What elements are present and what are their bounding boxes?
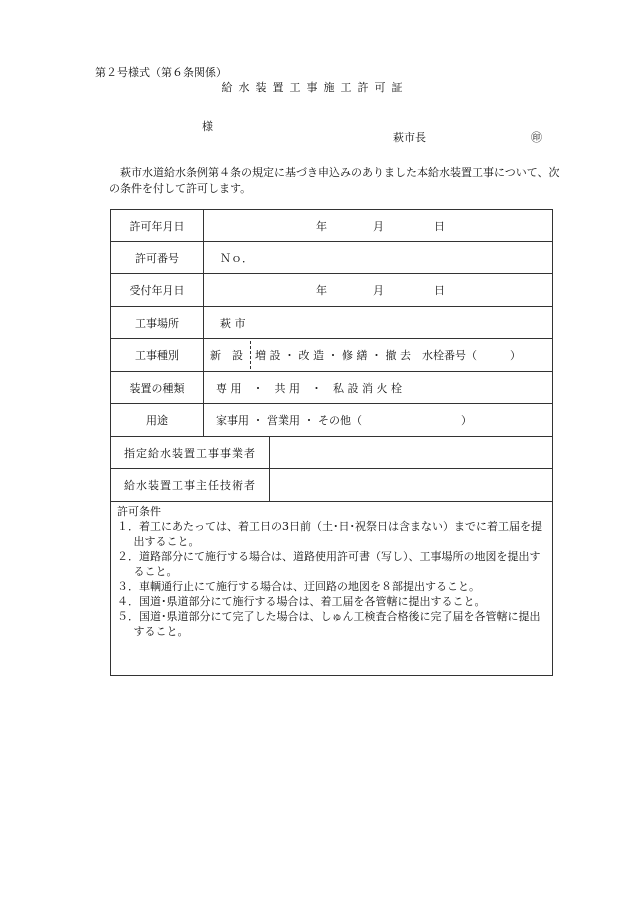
receipt-year-unit: 年	[316, 284, 327, 297]
permit-table	[110, 209, 553, 676]
permit-day-unit: 日	[434, 219, 445, 233]
intro-paragraph: 萩市水道給水条例第４条の規定に基づき申込みのありました本給水装置工事について、次の条件を付して許可します。	[109, 166, 560, 195]
device-type-options: 専 用 ・ 共 用 ・ 私 設 消 火 栓	[204, 372, 553, 404]
site-label: 工事場所	[111, 307, 204, 339]
permit-month-unit: 月	[373, 219, 384, 233]
document-title: 給水装置工事施工許可証	[221, 81, 409, 94]
contractor-value	[270, 437, 553, 469]
receipt-date-value	[204, 274, 553, 307]
receipt-date-label: 受付年月日	[111, 274, 204, 307]
engineer-row	[111, 469, 553, 502]
dashed-divider	[250, 341, 251, 369]
form-number: 第２号様式（第６条関係）	[95, 66, 227, 79]
condition-item-2: ２．道路部分にて施行する場合は、道路使用許可書（写し）、工事場所の地図を提出すること。	[117, 550, 541, 578]
work-type-row	[111, 339, 553, 372]
permit-date-row	[111, 210, 553, 242]
addressee-suffix: 様	[202, 120, 213, 133]
condition-item-4: ４．国道･県道部分にて施行する場合は、着工届を各管轄に提出すること。	[117, 595, 486, 608]
seal-mark: ㊞	[531, 131, 542, 144]
contractor-row	[111, 437, 553, 469]
permit-year-unit: 年	[316, 219, 327, 233]
permit-date-label: 許可年月日	[111, 210, 204, 242]
receipt-day-unit: 日	[434, 284, 445, 297]
work-type-label: 工事種別	[111, 339, 204, 372]
work-type-options: 増 設 ・ 改 造 ・ 修 繕 ・ 撤 去 水栓番号（ ）	[255, 349, 521, 362]
conditions-cell	[111, 502, 553, 676]
work-type-value	[204, 339, 553, 372]
use-label: 用途	[111, 404, 204, 437]
issuer-name: 萩市長	[393, 131, 426, 144]
engineer-label: 給水装置工事主任技術者	[111, 469, 270, 502]
receipt-month-unit: 月	[373, 284, 384, 297]
conditions-heading: 許可条件	[117, 505, 161, 518]
condition-item-1: １．着工にあたっては、着工日の3日前（土･日･祝祭日は含まない）までに着工届を提出すること。	[117, 520, 542, 548]
permit-no-value: Ｎｏ．	[204, 242, 553, 274]
use-options: 家事用 ・ 営業用 ・ その他（ ）	[204, 404, 553, 437]
condition-item-3: ３．車輌通行止にて施行する場合は、迂回路の地図を８部提出すること。	[117, 580, 480, 593]
device-type-row	[111, 372, 553, 404]
permit-no-row	[111, 242, 553, 274]
use-row	[111, 404, 553, 437]
work-type-new: 新 設	[210, 349, 243, 362]
permit-date-value	[204, 210, 553, 242]
site-row	[111, 307, 553, 339]
permit-no-label: 許可番号	[111, 242, 204, 274]
conditions-row	[111, 502, 553, 676]
device-type-label: 装置の種類	[111, 372, 204, 404]
contractor-label: 指定給水装置工事事業者	[111, 437, 270, 469]
receipt-date-row	[111, 274, 553, 307]
site-value: 萩 市	[204, 307, 553, 339]
engineer-value	[270, 469, 553, 502]
condition-item-5: ５．国道･県道部分にて完了した場合は、しゅん工検査合格後に完了届を各管轄に提出すること。	[117, 610, 541, 638]
